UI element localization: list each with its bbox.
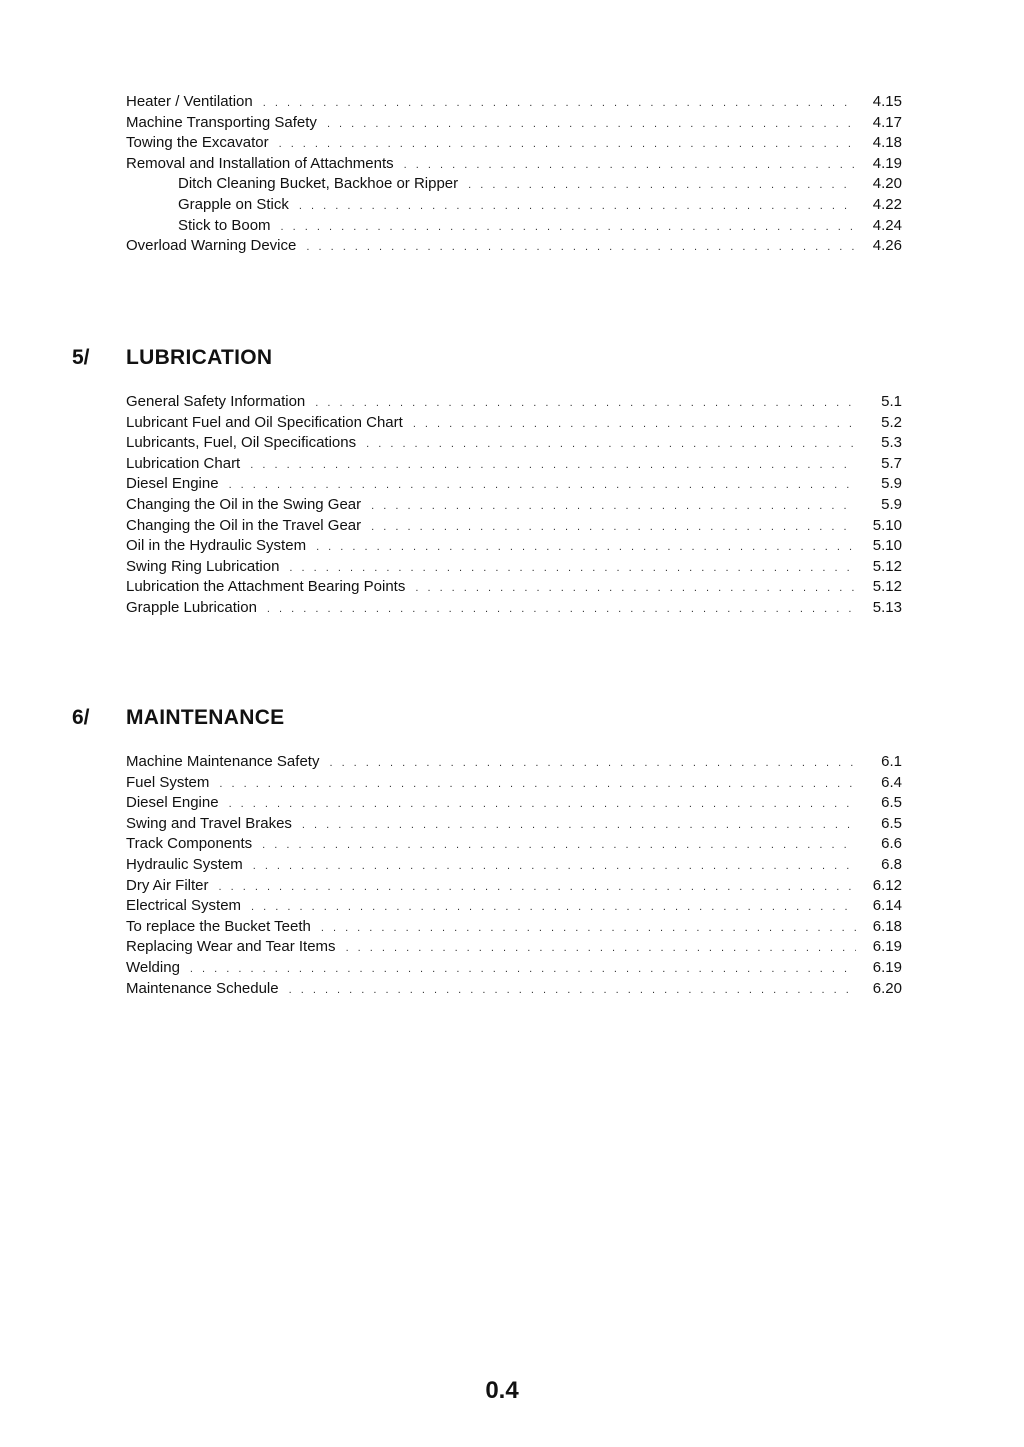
toc-entry-page: 5.3 [881,434,902,452]
toc-entry[interactable] [126,598,902,619]
toc-subentry[interactable] [126,174,902,195]
toc-entry-page: 4.20 [872,175,902,193]
toc-entry[interactable] [126,516,902,537]
toc-entry[interactable] [126,454,902,475]
dot-leader [251,897,856,918]
dot-leader [279,134,856,155]
toc-entry-label: Ditch Cleaning Bucket, Backhoe or Ripper [178,175,459,193]
dot-leader [289,980,856,1001]
dot-leader [413,414,856,435]
dot-leader [404,155,856,176]
toc-entry[interactable] [126,154,902,175]
toc-subentry[interactable] [126,195,902,216]
toc-entry-label: Diesel Engine [126,475,219,493]
toc-entry-label: General Safety Information [126,393,306,410]
dot-leader [316,537,856,558]
toc-entry-page: 6.18 [872,917,902,935]
toc-entry-page: 6.20 [872,979,902,997]
dot-leader [299,196,856,217]
toc-entry[interactable] [126,133,902,154]
toc-entry[interactable] [126,814,902,835]
toc-entry-label: Removal and Installation of Attachments [126,154,394,172]
toc-entry[interactable] [126,876,902,897]
toc-entry-page: 5.9 [881,495,902,513]
dot-leader [229,475,856,496]
toc-entry-label: Overload Warning Device [126,237,297,255]
dot-leader [306,237,856,258]
toc-entry-page: 6.19 [872,958,902,976]
toc-entry[interactable] [126,752,902,773]
page-number: 0.4 [485,1377,519,1404]
dot-leader [371,517,856,538]
dot-leader [366,434,856,455]
toc-entry-page: 6.5 [881,794,902,812]
toc-entry-page: 4.26 [872,237,902,255]
toc-entry-label: Maintenance Schedule [126,979,279,997]
toc-entry[interactable] [126,236,902,257]
toc-entry[interactable] [126,896,902,917]
toc-entry-label: Changing the Oil in the Swing Gear [126,495,362,513]
toc-entry-page: 6.6 [881,835,902,853]
toc-entry-page: 4.24 [872,216,902,234]
section-title: LUBRICATION [126,346,273,369]
dot-leader [346,938,856,959]
section-title: MAINTENANCE [126,706,285,729]
toc-entry-page: 5.13 [872,598,902,616]
toc-section-4-continued [126,92,902,257]
toc-entry-label: Hydraulic System [126,855,243,873]
toc-entry-label: Replacing Wear and Tear Items [126,938,336,956]
toc-entry-page: 4.22 [872,195,902,213]
toc-entry-label: Lubrication Chart [126,454,241,472]
toc-entry-label: Track Components [126,835,253,853]
dot-leader [250,455,856,476]
section-number: 5/ [72,346,90,369]
toc-entry-page: 6.8 [881,855,902,873]
toc-entry-page: 4.18 [872,134,902,152]
toc-entry-page: 5.10 [872,516,902,534]
toc-entry-page: 6.12 [872,876,902,894]
toc-entry-page: 4.17 [872,113,902,131]
toc-entry[interactable] [126,855,902,876]
toc-entry-label: Towing the Excavator [126,134,269,152]
toc-entry-page: 5.2 [881,413,902,431]
toc-entry-page: 6.4 [881,773,902,791]
toc-entry[interactable] [126,917,902,938]
toc-entry[interactable] [126,536,902,557]
toc-entry-page: 6.19 [872,938,902,956]
toc-entry-page: 6.14 [872,897,902,915]
toc-entry-page: 4.19 [872,154,902,172]
toc-entry[interactable] [126,937,902,958]
dot-leader [468,175,856,196]
toc-entry-page: 5.12 [872,578,902,596]
toc-entry-label: Dry Air Filter [126,876,209,894]
dot-leader [219,774,856,795]
toc-entry-page: 4.15 [872,93,902,110]
toc-entry[interactable] [126,113,902,134]
toc-entry[interactable] [126,474,902,495]
toc-entry[interactable] [126,773,902,794]
toc-section-6 [126,752,902,999]
dot-leader [302,815,856,836]
toc-section-5 [126,392,902,619]
toc-entry-label: Changing the Oil in the Travel Gear [126,516,362,534]
dot-leader [263,93,856,114]
toc-entry[interactable] [126,793,902,814]
toc-entry-page: 6.5 [881,814,902,832]
toc-entry[interactable] [126,495,902,516]
dot-leader [219,877,857,898]
dot-leader [315,393,856,414]
toc-entry-label: To replace the Bucket Teeth [126,917,311,935]
toc-entry-label: Heater / Ventilation [126,93,253,110]
dot-leader [267,599,856,620]
toc-entry[interactable] [126,958,902,979]
toc-entry-label: Diesel Engine [126,794,219,812]
dot-leader [329,753,856,774]
toc-entry-label: Machine Maintenance Safety [126,753,320,770]
section-number: 6/ [72,706,90,729]
dot-leader [289,558,856,579]
toc-entry-page: 5.12 [872,557,902,575]
toc-entry[interactable] [126,834,902,855]
toc-entry-label: Lubricants, Fuel, Oil Specifications [126,434,357,452]
toc-entry[interactable] [126,979,902,1000]
toc-entry-label: Welding [126,958,180,976]
section-heading-maintenance [72,706,284,730]
dot-leader [190,959,856,980]
toc-entry[interactable] [126,577,902,598]
toc-entry-page: 5.10 [872,537,902,555]
toc-entry-label: Oil in the Hydraulic System [126,537,307,555]
toc-entry-page: 5.7 [881,454,902,472]
toc-entry-label: Electrical System [126,897,242,915]
toc-entry-label: Grapple Lubrication [126,598,257,616]
toc-entry-label: Grapple on Stick [178,195,289,213]
toc-entry-label: Swing and Travel Brakes [126,814,292,832]
toc-entry-page: 5.9 [881,475,902,493]
toc-subentry[interactable] [126,216,902,237]
toc-entry-page: 5.1 [881,393,902,410]
toc-entry-label: Fuel System [126,773,210,791]
toc-entry[interactable] [126,92,902,113]
dot-leader [321,918,856,939]
toc-entry-label: Lubricant Fuel and Oil Specification Chart [126,413,403,431]
toc-entry-page: 6.1 [881,753,902,770]
section-heading-lubrication [72,346,272,370]
toc-entry[interactable] [126,413,902,434]
dot-leader [371,496,856,517]
toc-entry-label: Lubrication the Attachment Bearing Points [126,578,406,596]
toc-entry[interactable] [126,392,902,413]
toc-entry[interactable] [126,557,902,578]
toc-entry-label: Machine Transporting Safety [126,113,317,131]
dot-leader [327,114,856,135]
dot-leader [415,578,856,599]
dot-leader [281,217,856,238]
dot-leader [253,856,856,877]
toc-entry-label: Swing Ring Lubrication [126,557,280,575]
dot-leader [229,794,856,815]
dot-leader [262,835,856,856]
toc-entry-label: Stick to Boom [178,216,271,234]
toc-entry[interactable] [126,433,902,454]
